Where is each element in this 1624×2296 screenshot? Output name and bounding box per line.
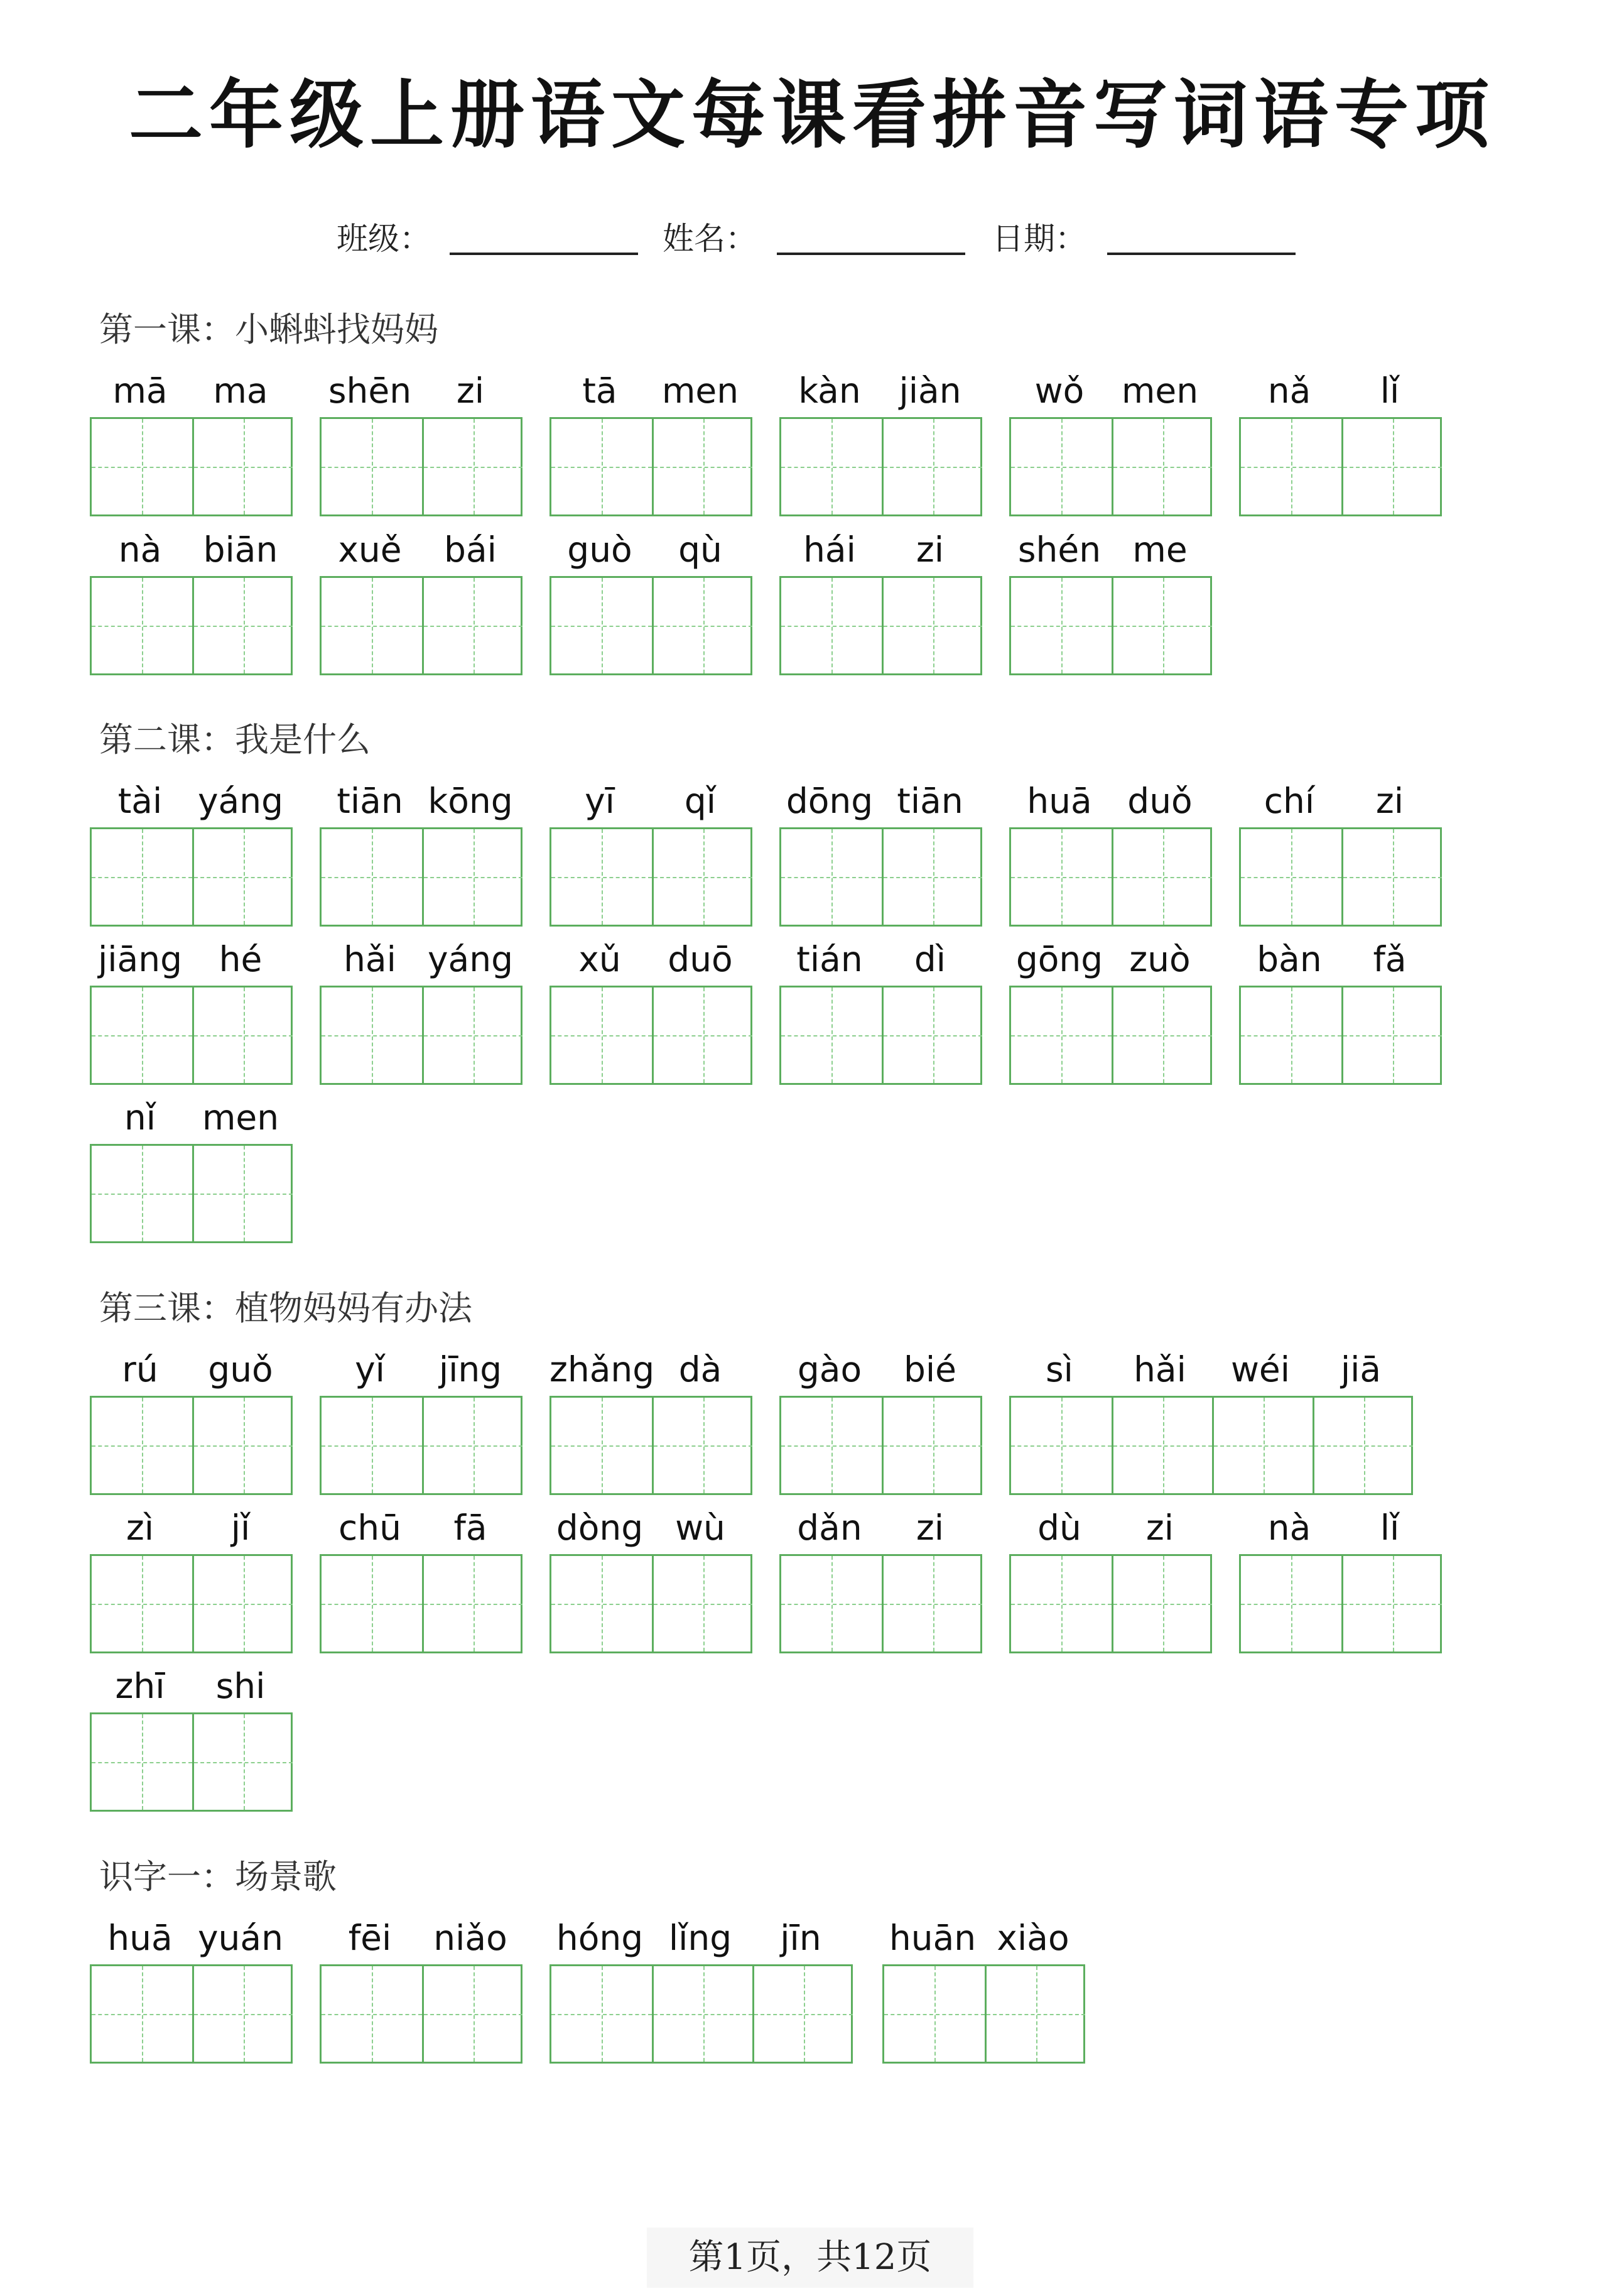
writing-grid-box[interactable] (320, 986, 522, 1085)
writing-grid-box[interactable] (549, 1396, 752, 1495)
pinyin-label: dǎn (797, 1508, 862, 1548)
tian-zi-cell[interactable] (652, 829, 752, 925)
pinyin-label: jīng (438, 1349, 502, 1390)
pinyin-label: men (202, 1097, 279, 1138)
writing-grid-box[interactable] (1009, 1396, 1413, 1495)
writing-grid-box[interactable] (1239, 827, 1442, 927)
pinyin-label: zhǎng (549, 1349, 655, 1390)
tian-zi-cell[interactable] (322, 1966, 422, 2062)
tian-zi-cell[interactable] (1212, 1398, 1313, 1493)
pinyin-label: niǎo (433, 1918, 507, 1958)
pinyin-label: dòng (556, 1508, 644, 1548)
tian-zi-cell[interactable] (422, 1966, 522, 2062)
tian-zi-cell[interactable] (551, 578, 652, 673)
pinyin-label: chū (338, 1508, 401, 1548)
pinyin-label: huān (889, 1918, 977, 1958)
pinyin-label: me (1132, 530, 1188, 570)
name-field[interactable] (663, 211, 977, 261)
writing-grid-box[interactable] (779, 1554, 982, 1653)
tian-zi-cell[interactable] (1313, 1398, 1413, 1493)
pinyin-label: xuě (338, 530, 402, 570)
tian-zi-cell[interactable] (884, 1966, 985, 2062)
tian-zi-cell[interactable] (882, 578, 982, 673)
pinyin-label: gōng (1015, 939, 1103, 979)
tian-zi-cell[interactable] (322, 419, 422, 514)
pinyin-label: zuò (1129, 939, 1191, 979)
name-label: 姓名： (663, 220, 757, 257)
tian-zi-cell[interactable] (1112, 987, 1212, 1083)
writing-grid-box[interactable] (1009, 827, 1212, 927)
writing-grid-box[interactable] (1009, 986, 1212, 1085)
pinyin-label: sì (1046, 1349, 1073, 1390)
pinyin-label: huā (107, 1918, 173, 1958)
date-blank-line[interactable] (1107, 253, 1296, 255)
writing-grid-box[interactable] (90, 1964, 293, 2064)
name-blank-line[interactable] (777, 253, 965, 255)
pinyin-label: dì (914, 939, 946, 979)
tian-zi-cell[interactable] (192, 987, 293, 1083)
writing-grid-box[interactable] (549, 1964, 853, 2064)
pinyin-label: hóng (556, 1918, 644, 1958)
pinyin-label: zi (456, 371, 485, 411)
pinyin-label: tiān (897, 781, 963, 821)
pinyin-label: tài (117, 781, 163, 821)
pinyin-label: jiā (1340, 1349, 1382, 1390)
pinyin-label: guò (567, 530, 632, 570)
tian-zi-cell[interactable] (781, 419, 882, 514)
lesson-heading: 识字一：场景歌 (99, 1857, 337, 1896)
writing-grid-box[interactable] (779, 1396, 982, 1495)
tian-zi-cell[interactable] (781, 987, 882, 1083)
tian-zi-cell[interactable] (1341, 987, 1442, 1083)
tian-zi-cell[interactable] (1011, 1556, 1112, 1651)
tian-zi-cell[interactable] (92, 1966, 192, 2062)
pinyin-label: biān (203, 530, 278, 570)
pinyin-label: yī (585, 781, 615, 821)
pinyin-label: nà (118, 530, 162, 570)
lesson-heading: 第三课：植物妈妈有办法 (99, 1288, 472, 1328)
tian-zi-cell[interactable] (882, 829, 982, 925)
tian-zi-cell[interactable] (1341, 1556, 1442, 1651)
pinyin-label: wù (675, 1508, 725, 1548)
tian-zi-cell[interactable] (192, 419, 293, 514)
pinyin-label: hé (219, 939, 263, 979)
lesson-heading: 第一课：小蝌蚪找妈妈 (99, 310, 438, 349)
pinyin-label: zi (1375, 781, 1404, 821)
writing-grid-box[interactable] (90, 1144, 293, 1243)
tian-zi-cell[interactable] (1112, 829, 1212, 925)
writing-grid-box[interactable] (549, 1554, 752, 1653)
pinyin-label: zi (916, 530, 945, 570)
tian-zi-cell[interactable] (322, 1398, 422, 1493)
pinyin-label: kōng (428, 781, 513, 821)
writing-grid-box[interactable] (549, 827, 752, 927)
pinyin-label: zi (1145, 1508, 1174, 1548)
pinyin-label: zi (916, 1508, 945, 1548)
pinyin-label: fā (453, 1508, 487, 1548)
writing-grid-box[interactable] (882, 1964, 1085, 2064)
pinyin-label: shi (215, 1666, 266, 1706)
tian-zi-cell[interactable] (551, 987, 652, 1083)
pinyin-label: hǎi (344, 939, 396, 979)
pinyin-label: fǎ (1373, 939, 1407, 979)
writing-grid-box[interactable] (1239, 417, 1442, 516)
pinyin-label: bàn (1257, 939, 1322, 979)
tian-zi-cell[interactable] (1011, 578, 1112, 673)
writing-grid-box[interactable] (90, 417, 293, 516)
pinyin-label: shén (1017, 530, 1102, 570)
tian-zi-cell[interactable] (192, 1398, 293, 1493)
pinyin-label: tiān (337, 781, 403, 821)
pinyin-label: bái (444, 530, 497, 570)
tian-zi-cell[interactable] (985, 1966, 1085, 2062)
writing-grid-box[interactable] (779, 417, 982, 516)
pinyin-label: rú (122, 1349, 158, 1390)
tian-zi-cell[interactable] (92, 1398, 192, 1493)
pinyin-label: jiāng (97, 939, 183, 979)
pinyin-label: wéi (1230, 1349, 1291, 1390)
pinyin-label: jiàn (899, 371, 961, 411)
writing-grid-box[interactable] (1009, 576, 1212, 675)
pinyin-label: zhī (115, 1666, 165, 1706)
pinyin-label: xǔ (578, 939, 621, 979)
tian-zi-cell[interactable] (192, 829, 293, 925)
tian-zi-cell[interactable] (192, 578, 293, 673)
tian-zi-cell[interactable] (781, 578, 882, 673)
tian-zi-cell[interactable] (1011, 419, 1112, 514)
tian-zi-cell[interactable] (92, 578, 192, 673)
writing-grid-box[interactable] (90, 1554, 293, 1653)
pinyin-label: men (1121, 371, 1199, 411)
tian-zi-cell[interactable] (92, 987, 192, 1083)
tian-zi-cell[interactable] (1112, 419, 1212, 514)
pinyin-label: yáng (197, 781, 284, 821)
page-title: 二年级上册语文每课看拼音写词语专项 (128, 71, 1495, 158)
pinyin-label: nà (1267, 1508, 1311, 1548)
tian-zi-cell[interactable] (652, 419, 752, 514)
tian-zi-cell[interactable] (322, 1556, 422, 1651)
pinyin-label: duō (668, 939, 733, 979)
tian-zi-cell[interactable] (1011, 987, 1112, 1083)
tian-zi-cell[interactable] (1241, 1556, 1341, 1651)
tian-zi-cell[interactable] (1112, 1556, 1212, 1651)
tian-zi-cell[interactable] (422, 829, 522, 925)
pinyin-label: guǒ (208, 1349, 273, 1390)
writing-grid-box[interactable] (779, 986, 982, 1085)
tian-zi-cell[interactable] (1011, 829, 1112, 925)
tian-zi-cell[interactable] (92, 1714, 192, 1810)
page-footer: 第1页，共12页 (647, 2228, 973, 2288)
class-blank-line[interactable] (450, 253, 638, 255)
tian-zi-cell[interactable] (882, 1556, 982, 1651)
pinyin-label: men (661, 371, 739, 411)
pinyin-label: gào (797, 1349, 862, 1390)
pinyin-label: jīn (780, 1918, 821, 1958)
tian-zi-cell[interactable] (882, 1398, 982, 1493)
tian-zi-cell[interactable] (1011, 1398, 1112, 1493)
tian-zi-cell[interactable] (551, 419, 652, 514)
writing-grid-box[interactable] (90, 827, 293, 927)
tian-zi-cell[interactable] (1241, 987, 1341, 1083)
writing-grid-box[interactable] (1009, 1554, 1212, 1653)
date-field[interactable] (992, 211, 1306, 261)
pinyin-label: nǎ (1267, 371, 1311, 411)
pinyin-label: qǐ (684, 781, 717, 821)
writing-grid-box[interactable] (320, 1396, 522, 1495)
pinyin-label: yuán (198, 1918, 283, 1958)
writing-grid-box[interactable] (320, 1554, 522, 1653)
class-label: 班级： (337, 220, 431, 257)
writing-grid-box[interactable] (90, 986, 293, 1085)
pinyin-label: nǐ (124, 1097, 156, 1138)
tian-zi-cell[interactable] (652, 987, 752, 1083)
tian-zi-cell[interactable] (422, 1398, 522, 1493)
pinyin-label: kàn (798, 371, 861, 411)
tian-zi-cell[interactable] (92, 1556, 192, 1651)
tian-zi-cell[interactable] (422, 578, 522, 673)
tian-zi-cell[interactable] (882, 987, 982, 1083)
pinyin-label: lǐng (668, 1918, 732, 1958)
tian-zi-cell[interactable] (652, 1398, 752, 1493)
writing-grid-box[interactable] (90, 1712, 293, 1812)
tian-zi-cell[interactable] (652, 1966, 752, 2062)
pinyin-label: yáng (427, 939, 514, 979)
pinyin-label: huā (1027, 781, 1092, 821)
writing-grid-box[interactable] (779, 827, 982, 927)
writing-grid-box[interactable] (1239, 986, 1442, 1085)
tian-zi-cell[interactable] (551, 829, 652, 925)
pinyin-label: dù (1037, 1508, 1081, 1548)
tian-zi-cell[interactable] (752, 1966, 853, 2062)
tian-zi-cell[interactable] (781, 829, 882, 925)
pinyin-label: qù (678, 530, 722, 570)
pinyin-label: lǐ (1380, 1508, 1400, 1548)
tian-zi-cell[interactable] (1341, 419, 1442, 514)
tian-zi-cell[interactable] (322, 987, 422, 1083)
tian-zi-cell[interactable] (322, 829, 422, 925)
writing-grid-box[interactable] (549, 417, 752, 516)
pinyin-label: wǒ (1034, 371, 1085, 411)
pinyin-label: ma (213, 371, 268, 411)
tian-zi-cell[interactable] (1241, 829, 1341, 925)
writing-grid-box[interactable] (1009, 417, 1212, 516)
writing-grid-box[interactable] (1239, 1554, 1442, 1653)
tian-zi-cell[interactable] (551, 1398, 652, 1493)
pinyin-label: tā (582, 371, 617, 411)
tian-zi-cell[interactable] (192, 1714, 293, 1810)
pinyin-label: hái (803, 530, 856, 570)
tian-zi-cell[interactable] (652, 1556, 752, 1651)
pinyin-label: tián (796, 939, 863, 979)
writing-grid-box[interactable] (320, 1964, 522, 2064)
pinyin-label: dōng (786, 781, 874, 821)
writing-grid-box[interactable] (320, 827, 522, 927)
tian-zi-cell[interactable] (1241, 419, 1341, 514)
tian-zi-cell[interactable] (1341, 829, 1442, 925)
tian-zi-cell[interactable] (781, 1556, 882, 1651)
pinyin-label: yǐ (355, 1349, 385, 1390)
tian-zi-cell[interactable] (192, 1966, 293, 2062)
pinyin-label: bié (903, 1349, 957, 1390)
writing-grid-box[interactable] (320, 417, 522, 516)
date-label: 日期： (992, 220, 1086, 257)
pinyin-label: dà (678, 1349, 722, 1390)
writing-grid-box[interactable] (320, 576, 522, 675)
pinyin-label: zì (126, 1508, 154, 1548)
pinyin-label: jǐ (230, 1508, 251, 1548)
pinyin-label: lǐ (1380, 371, 1400, 411)
pinyin-label: shēn (328, 371, 412, 411)
tian-zi-cell[interactable] (882, 419, 982, 514)
writing-grid-box[interactable] (779, 576, 982, 675)
tian-zi-cell[interactable] (551, 1556, 652, 1651)
pinyin-label: duǒ (1127, 781, 1193, 821)
tian-zi-cell[interactable] (92, 1146, 192, 1241)
class-field[interactable] (337, 211, 644, 261)
pinyin-label: fēi (348, 1918, 392, 1958)
tian-zi-cell[interactable] (92, 419, 192, 514)
pinyin-label: hǎi (1134, 1349, 1186, 1390)
tian-zi-cell[interactable] (422, 987, 522, 1083)
lesson-heading: 第二课：我是什么 (99, 720, 371, 759)
tian-zi-cell[interactable] (422, 1556, 522, 1651)
pinyin-label: xiào (997, 1918, 1069, 1958)
tian-zi-cell[interactable] (781, 1398, 882, 1493)
tian-zi-cell[interactable] (92, 829, 192, 925)
tian-zi-cell[interactable] (322, 578, 422, 673)
writing-grid-box[interactable] (90, 576, 293, 675)
tian-zi-cell[interactable] (1112, 1398, 1212, 1493)
student-info-row (0, 211, 1624, 261)
tian-zi-cell[interactable] (192, 1556, 293, 1651)
pinyin-label: chí (1264, 781, 1315, 821)
tian-zi-cell[interactable] (1112, 578, 1212, 673)
writing-grid-box[interactable] (90, 1396, 293, 1495)
writing-grid-box[interactable] (549, 576, 752, 675)
writing-grid-box[interactable] (549, 986, 752, 1085)
tian-zi-cell[interactable] (192, 1146, 293, 1241)
tian-zi-cell[interactable] (422, 419, 522, 514)
tian-zi-cell[interactable] (652, 578, 752, 673)
pinyin-label: mā (112, 371, 168, 411)
tian-zi-cell[interactable] (551, 1966, 652, 2062)
